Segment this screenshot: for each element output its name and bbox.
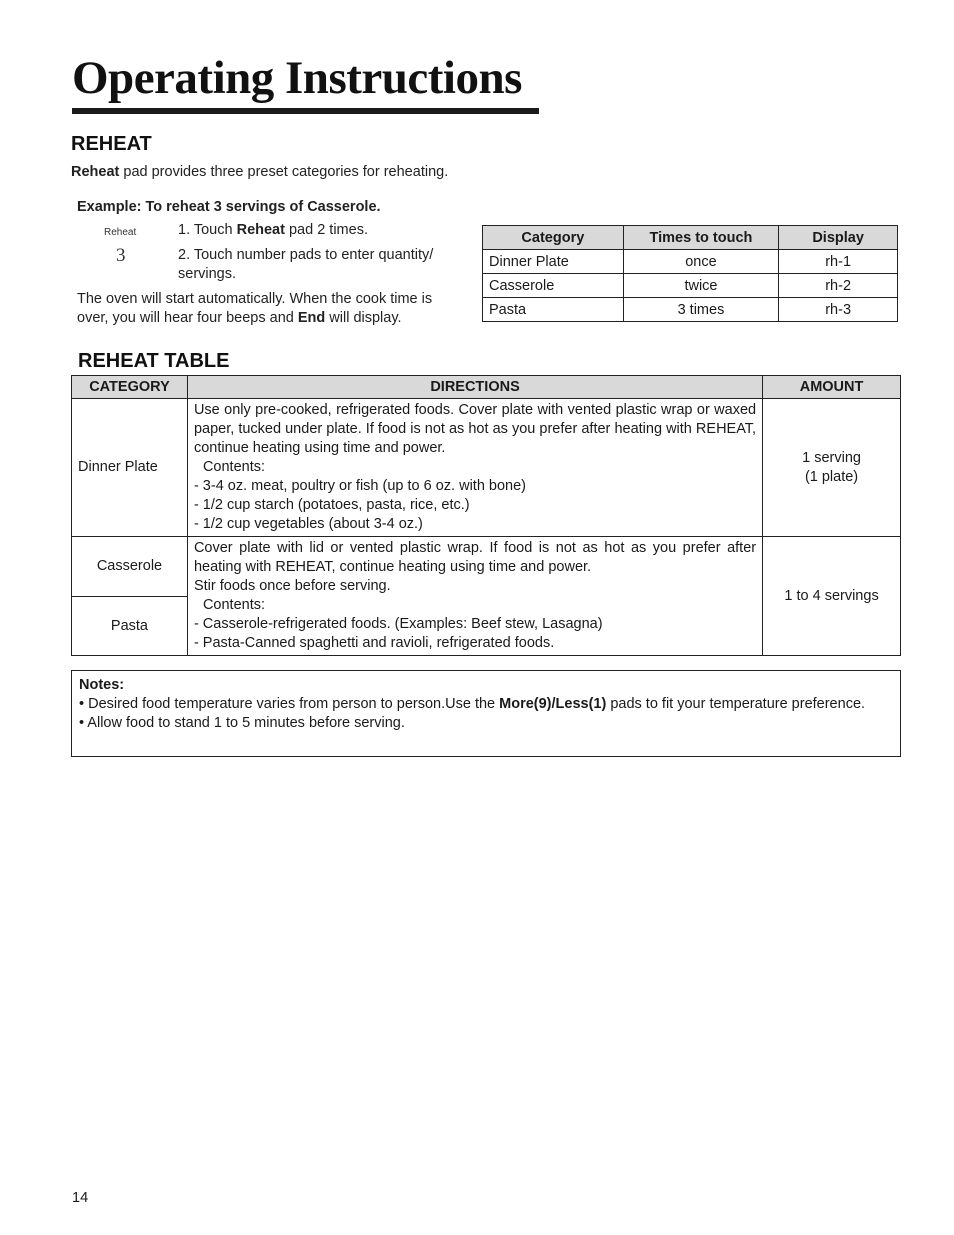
auto-start-pre: The oven will start automatically. When the cook time is over, you will hear four beeps and	[77, 291, 433, 326]
header-display: Display	[779, 226, 898, 250]
step-1-post: pad 2 times.	[284, 222, 368, 238]
step-1-text	[178, 221, 458, 240]
step-2-text: 2. Touch number pads to enter quantity/ servings.	[178, 247, 434, 282]
reheat-table	[71, 375, 901, 656]
reheat-pad-label: Reheat	[104, 227, 137, 238]
header-directions: DIRECTIONS	[187, 376, 762, 399]
note-item: • Allow food to stand 1 to 5 minutes before serving.	[79, 715, 405, 731]
dinner-category: Dinner Plate	[72, 399, 188, 537]
pasta-content-item: - Pasta-Canned spaghetti and ravioli, refrigerated foods.	[193, 635, 555, 651]
casserole-directions-text: Cover plate with lid or vented plastic wrap. If food is not as hot as you prefer after heating with REHEAT, continue heating using time and power.	[193, 540, 757, 575]
header-amount: AMOUNT	[763, 376, 901, 399]
note-1-bold: More(9)/Less(1)	[499, 696, 607, 712]
reheat-intro-bold: Reheat	[71, 164, 120, 180]
dinner-content-item: - 3-4 oz. meat, poultry or fish (up to 6 oz. with bone)	[193, 478, 526, 494]
notes-label: Notes:	[79, 677, 125, 693]
dinner-amount-line1: 1 serving	[802, 449, 861, 466]
reheat-intro-rest: pad provides three preset categories for reheating.	[119, 164, 449, 180]
row-times: once	[623, 250, 779, 274]
dinner-amount	[763, 399, 901, 537]
casserole-pasta-amount: 1 to 4 servings	[763, 537, 901, 656]
auto-start-post: will display.	[325, 310, 402, 326]
row-times: twice	[623, 274, 779, 298]
casserole-contents-label: Contents:	[202, 597, 266, 613]
dinner-directions	[187, 399, 762, 537]
row-category: Pasta	[483, 298, 624, 322]
number-pad-label: 3	[116, 245, 126, 266]
row-display: rh-3	[779, 298, 898, 322]
page-title: Operating Instructions	[72, 52, 522, 104]
times-to-touch-table	[482, 225, 898, 322]
auto-start-bold: End	[297, 310, 326, 326]
row-display: rh-2	[779, 274, 898, 298]
row-category: Dinner Plate	[483, 250, 624, 274]
dinner-contents-label: Contents:	[202, 459, 266, 475]
reheat-intro	[71, 163, 771, 182]
table-row	[483, 298, 898, 322]
dinner-content-item: - 1/2 cup starch (potatoes, pasta, rice, etc.)	[193, 497, 470, 513]
header-category: CATEGORY	[72, 376, 188, 399]
casserole-stir-text: Stir foods once before serving.	[193, 578, 391, 594]
header-times: Times to touch	[623, 226, 779, 250]
example-heading: Example: To reheat 3 servings of Casserole.	[77, 199, 381, 215]
header-category: Category	[483, 226, 624, 250]
dinner-amount-line2: (1 plate)	[804, 468, 859, 485]
step-1-pre: 1. Touch	[178, 222, 237, 238]
step-1-bold: Reheat	[236, 222, 285, 238]
dinner-content-item: - 1/2 cup vegetables (about 3-4 oz.)	[193, 516, 423, 532]
casserole-pasta-directions	[187, 537, 762, 656]
reheat-table-heading: REHEAT TABLE	[78, 350, 230, 372]
auto-start-text	[77, 290, 467, 328]
notes-box	[71, 670, 901, 757]
table-row	[483, 250, 898, 274]
table-row	[72, 537, 901, 597]
note-item	[79, 695, 893, 714]
row-times: 3 times	[623, 298, 779, 322]
dinner-directions-text: Use only pre-cooked, refrigerated foods. Cover plate with vented plastic wrap or waxed paper, tucked under plate. If food is not as hot as you prefer after heating with REHEAT, continue heating using time and power.	[193, 402, 757, 456]
row-display: rh-1	[779, 250, 898, 274]
casserole-category: Casserole	[72, 537, 188, 597]
table-header-row	[72, 376, 901, 399]
casserole-content-item: - Casserole-refrigerated foods. (Examples: Beef stew, Lasagna)	[193, 616, 603, 632]
page-number: 14	[72, 1190, 89, 1206]
table-header-row	[483, 226, 898, 250]
pasta-category: Pasta	[72, 597, 188, 656]
note-1-post: pads to fit your temperature preference.	[606, 696, 866, 712]
note-1-pre: • Desired food temperature varies from person to person.Use the	[79, 696, 500, 712]
table-row	[72, 399, 901, 537]
table-row	[483, 274, 898, 298]
title-rule	[72, 108, 539, 114]
reheat-heading: REHEAT	[71, 133, 152, 155]
row-category: Casserole	[483, 274, 624, 298]
